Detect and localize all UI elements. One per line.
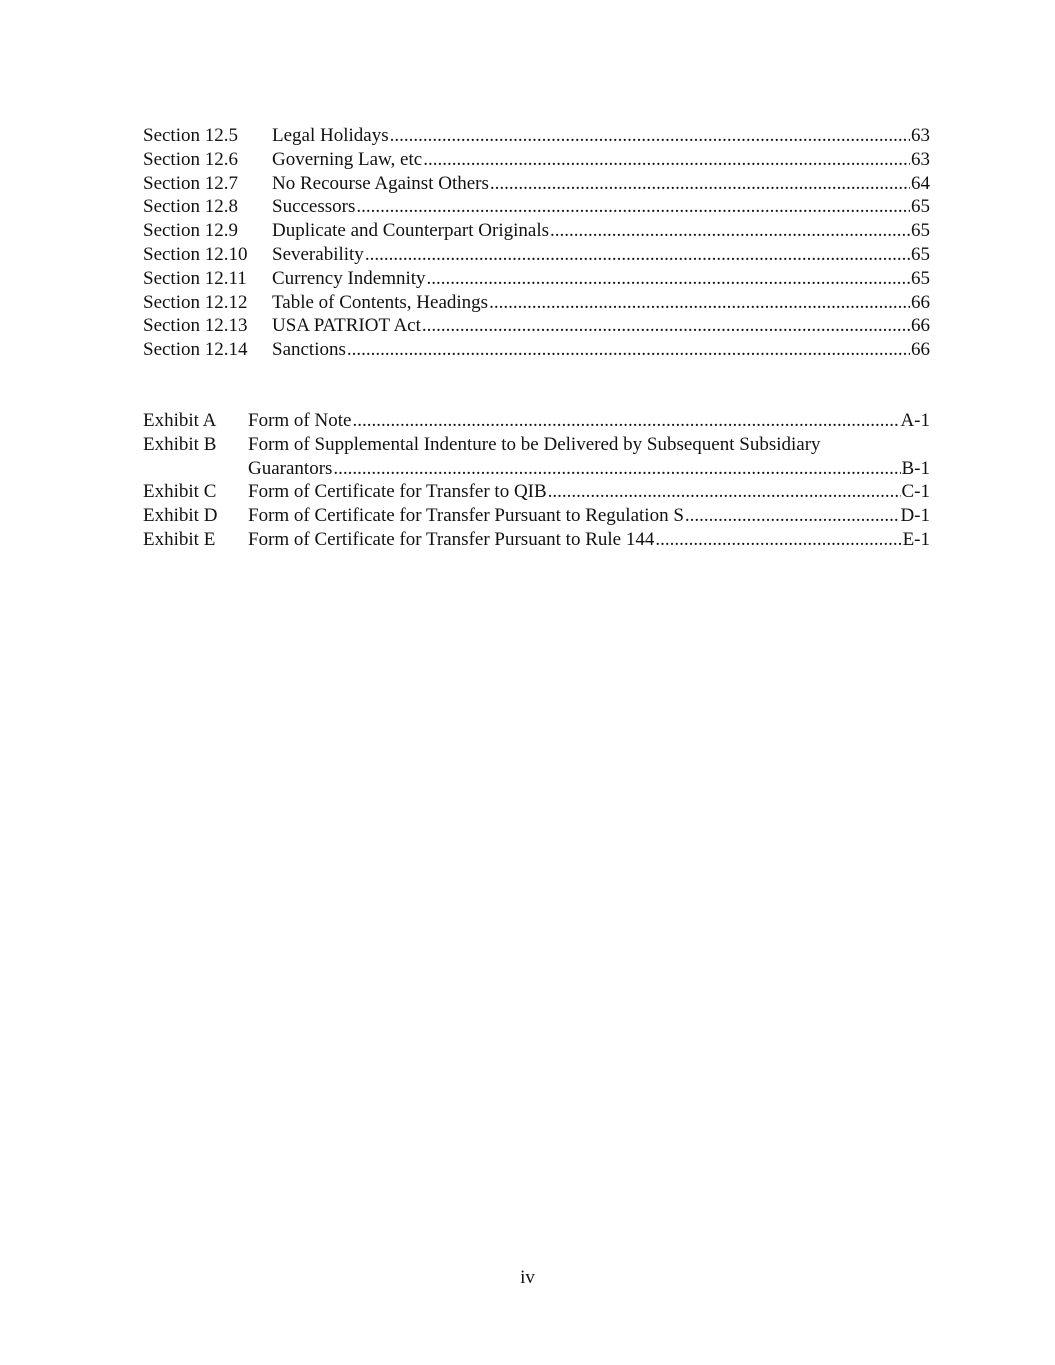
section-title: USA PATRIOT Act xyxy=(272,315,421,337)
toc-exhibit-entry-continuation[interactable] xyxy=(143,457,930,481)
exhibit-title: Form of Certificate for Transfer to QIB xyxy=(248,481,547,503)
toc-entry[interactable] xyxy=(143,338,930,362)
exhibit-title: Form of Certificate for Transfer Pursuant to Regulation S xyxy=(248,505,684,527)
dot-leader xyxy=(422,314,910,338)
toc-entry[interactable] xyxy=(143,195,930,219)
section-title: Severability xyxy=(272,243,364,265)
section-title: Legal Holidays xyxy=(272,125,389,146)
toc-entry[interactable] xyxy=(143,124,930,148)
dot-leader xyxy=(550,219,910,243)
toc-exhibit-entry[interactable] xyxy=(143,480,930,504)
page-ref: 64 xyxy=(911,172,930,194)
section-title: No Recourse Against Others xyxy=(272,172,489,194)
page-ref: 66 xyxy=(911,315,930,337)
exhibit-label: Exhibit B xyxy=(143,433,217,455)
page-ref: 65 xyxy=(911,243,930,265)
section-title: Duplicate and Counterpart Originals xyxy=(272,220,550,242)
section-number: Section 12.9 xyxy=(143,220,238,242)
toc-exhibit-entry[interactable] xyxy=(143,433,930,457)
dot-leader xyxy=(490,172,910,196)
dot-leader xyxy=(489,291,910,315)
toc-exhibits-list xyxy=(143,409,930,552)
page-number: iv xyxy=(520,1267,535,1288)
exhibit-title-line1: Form of Supplemental Indenture to be Delivered by Subsequent Subsidiary xyxy=(248,433,821,455)
page-ref: D-1 xyxy=(900,505,930,527)
section-title: Currency Indemnity xyxy=(272,267,426,289)
page-ref: C-1 xyxy=(901,481,930,503)
dot-leader xyxy=(365,243,910,267)
toc-sections-list xyxy=(143,124,930,362)
dot-leader xyxy=(655,528,901,552)
exhibit-label: Exhibit A xyxy=(143,410,217,431)
toc-entry[interactable] xyxy=(143,243,930,267)
section-number: Section 12.14 xyxy=(143,339,248,361)
section-number: Section 12.5 xyxy=(143,125,238,146)
exhibit-title: Form of Certificate for Transfer Pursuant to Rule 144 xyxy=(248,528,655,550)
section-number: Section 12.12 xyxy=(143,291,248,313)
dot-leader xyxy=(427,267,910,291)
section-number: Section 12.10 xyxy=(143,243,248,265)
dot-leader xyxy=(333,457,900,481)
page-ref: 65 xyxy=(911,196,930,218)
page-ref: A-1 xyxy=(900,410,930,431)
section-title: Table of Contents, Headings xyxy=(272,291,489,313)
page-ref: E-1 xyxy=(902,528,930,550)
toc-entry[interactable] xyxy=(143,314,930,338)
dot-leader xyxy=(423,148,910,172)
page-ref: 65 xyxy=(911,220,930,242)
dot-leader xyxy=(347,338,910,362)
section-title: Successors xyxy=(272,196,356,218)
section-number: Section 12.6 xyxy=(143,148,238,170)
section-title: Sanctions xyxy=(272,339,346,361)
page-ref: 63 xyxy=(911,148,930,170)
exhibit-title: Form of Note xyxy=(248,410,352,431)
toc-exhibit-entry[interactable] xyxy=(143,528,930,552)
page-ref: B-1 xyxy=(901,457,930,479)
dot-leader xyxy=(352,409,899,433)
dot-leader xyxy=(685,504,900,528)
section-number: Section 12.11 xyxy=(143,267,247,289)
section-number: Section 12.7 xyxy=(143,172,238,194)
toc-exhibit-entry[interactable] xyxy=(143,409,930,433)
page-ref: 66 xyxy=(911,339,930,361)
page-ref: 63 xyxy=(911,125,930,146)
toc-entry[interactable] xyxy=(143,172,930,196)
exhibit-label: Exhibit D xyxy=(143,505,218,527)
dot-leader xyxy=(356,195,910,219)
section-title: Governing Law, etc xyxy=(272,148,423,170)
toc-exhibit-entry[interactable] xyxy=(143,504,930,528)
exhibit-title-line2: Guarantors xyxy=(248,457,333,479)
section-number: Section 12.13 xyxy=(143,315,248,337)
exhibit-label: Exhibit E xyxy=(143,528,216,550)
toc-entry[interactable] xyxy=(143,219,930,243)
toc-entry[interactable] xyxy=(143,267,930,291)
section-number: Section 12.8 xyxy=(143,196,238,218)
page-ref: 65 xyxy=(911,267,930,289)
exhibit-label: Exhibit C xyxy=(143,481,217,503)
dot-leader xyxy=(390,124,910,148)
toc-entry[interactable] xyxy=(143,291,930,315)
toc-entry[interactable] xyxy=(143,148,930,172)
page-ref: 66 xyxy=(911,291,930,313)
dot-leader xyxy=(548,480,901,504)
